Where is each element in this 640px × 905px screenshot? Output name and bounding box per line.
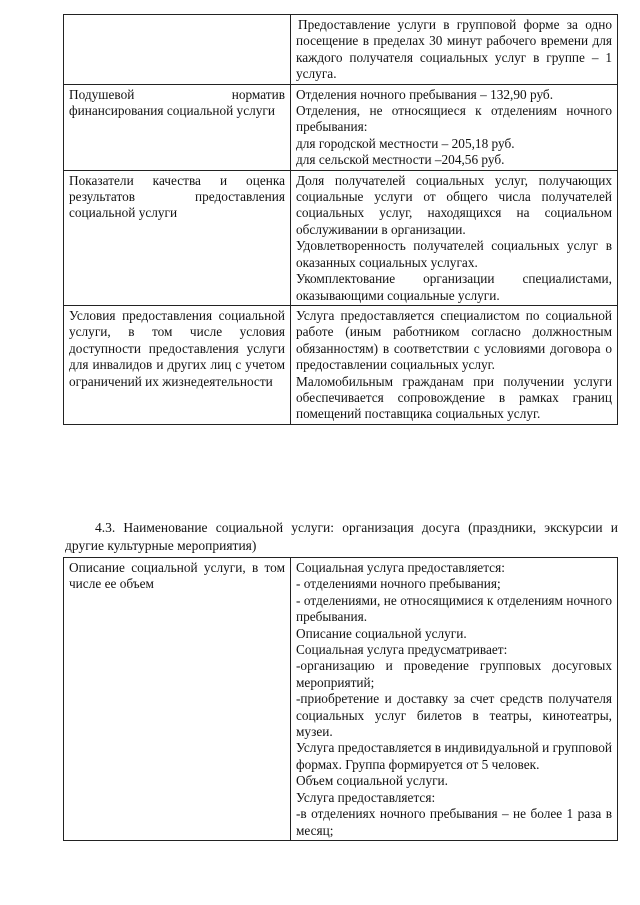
paragraph: -в отделениях ночного пребывания – не более 1 раза в месяц; (296, 806, 612, 838)
paragraph: Доля получателей социальных услуг, получающих социальные услуги от общего числа получателей социальных услуг, находящихся на социальном обслуживании в организации. (296, 172, 612, 237)
service-description-table (63, 557, 618, 841)
table-row (64, 15, 618, 85)
paragraph: Отделения ночного пребывания – 132,90 руб. (296, 86, 554, 102)
paragraph: Укомплектование организации специалистами, оказывающими социальные услуги. (296, 271, 612, 303)
section-heading (65, 519, 618, 555)
paragraph: Предоставление услуги в групповой форме за одно посещение в пределах 30 минут рабочего времени для каждого получателя социальных услуг в группе – 1 услуга. (296, 17, 612, 82)
paragraph: Удовлетворенность получателей социальных услуг в оказанных социальных услугах. (296, 238, 612, 270)
paragraph: -приобретение и доставку за счет средств получателя социальных услуг билетов в театры, кинотеатры, музеи. (296, 691, 612, 740)
paragraph: Социальная услуга предусматривает: (296, 642, 508, 658)
table-cell-label: Описание социальной услуги, в том числе ее объем (64, 558, 291, 841)
table-row (64, 170, 618, 305)
section-heading-text: 4.3. Наименование социальной услуги: организация досуга (праздники, экскурсии и другие культурные мероприятия) (65, 520, 618, 553)
table-cell-value (291, 15, 618, 85)
table-row (64, 305, 618, 424)
paragraph: Социальная услуга предоставляется: (296, 560, 505, 575)
paragraph: Услуга предоставляется в индивидуальной и групповой формах. Группа формируется от 5 человек. (296, 740, 612, 772)
paragraph: Отделения, не относящиеся к отделениям ночного пребывания: (296, 103, 612, 135)
services-table-continued (63, 14, 618, 425)
paragraph: для городской местности – 205,18 руб. (296, 135, 515, 151)
paragraph: Услуга предоставляется: (296, 789, 436, 805)
paragraph: Объем социальной услуги. (296, 773, 448, 789)
paragraph: -организацию и проведение групповых досуговых мероприятий; (296, 658, 612, 690)
paragraph: Описание социальной услуги. (296, 625, 467, 641)
table-row (64, 84, 618, 170)
paragraph: - отделениями ночного пребывания; (296, 576, 501, 592)
table-cell-label: Показатели качества и оценка результатов предоставления социальной услуги (64, 170, 291, 305)
table-cell-value (291, 84, 618, 170)
table-cell-value (291, 170, 618, 305)
table-cell-label: Подушевой норматив финансирования социальной услуги (64, 84, 291, 170)
paragraph: Услуга предоставляется специалистом по социальной работе (иным работником согласно должностным обязанностям) в соответствии с условиями договора о предоставлении социальных услуг. (296, 307, 612, 373)
table-cell-label (64, 15, 291, 85)
table-cell-value (291, 558, 618, 841)
paragraph: - отделениями, не относящимися к отделениям ночного пребывания. (296, 592, 612, 625)
paragraph: Маломобильным гражданам при получении услуги обеспечивается сопровождение в рамках границ помещений поставщика социальных услуг. (296, 373, 612, 422)
paragraph: для сельской местности –204,56 руб. (296, 152, 505, 168)
table-cell-value (291, 305, 618, 424)
table-cell-label: Условия предоставления социальной услуги, в том числе условия доступности предоставления услуги для инвалидов и других лиц с учетом ограничений их жизнедеятельности (64, 305, 291, 424)
table-row (64, 558, 618, 841)
